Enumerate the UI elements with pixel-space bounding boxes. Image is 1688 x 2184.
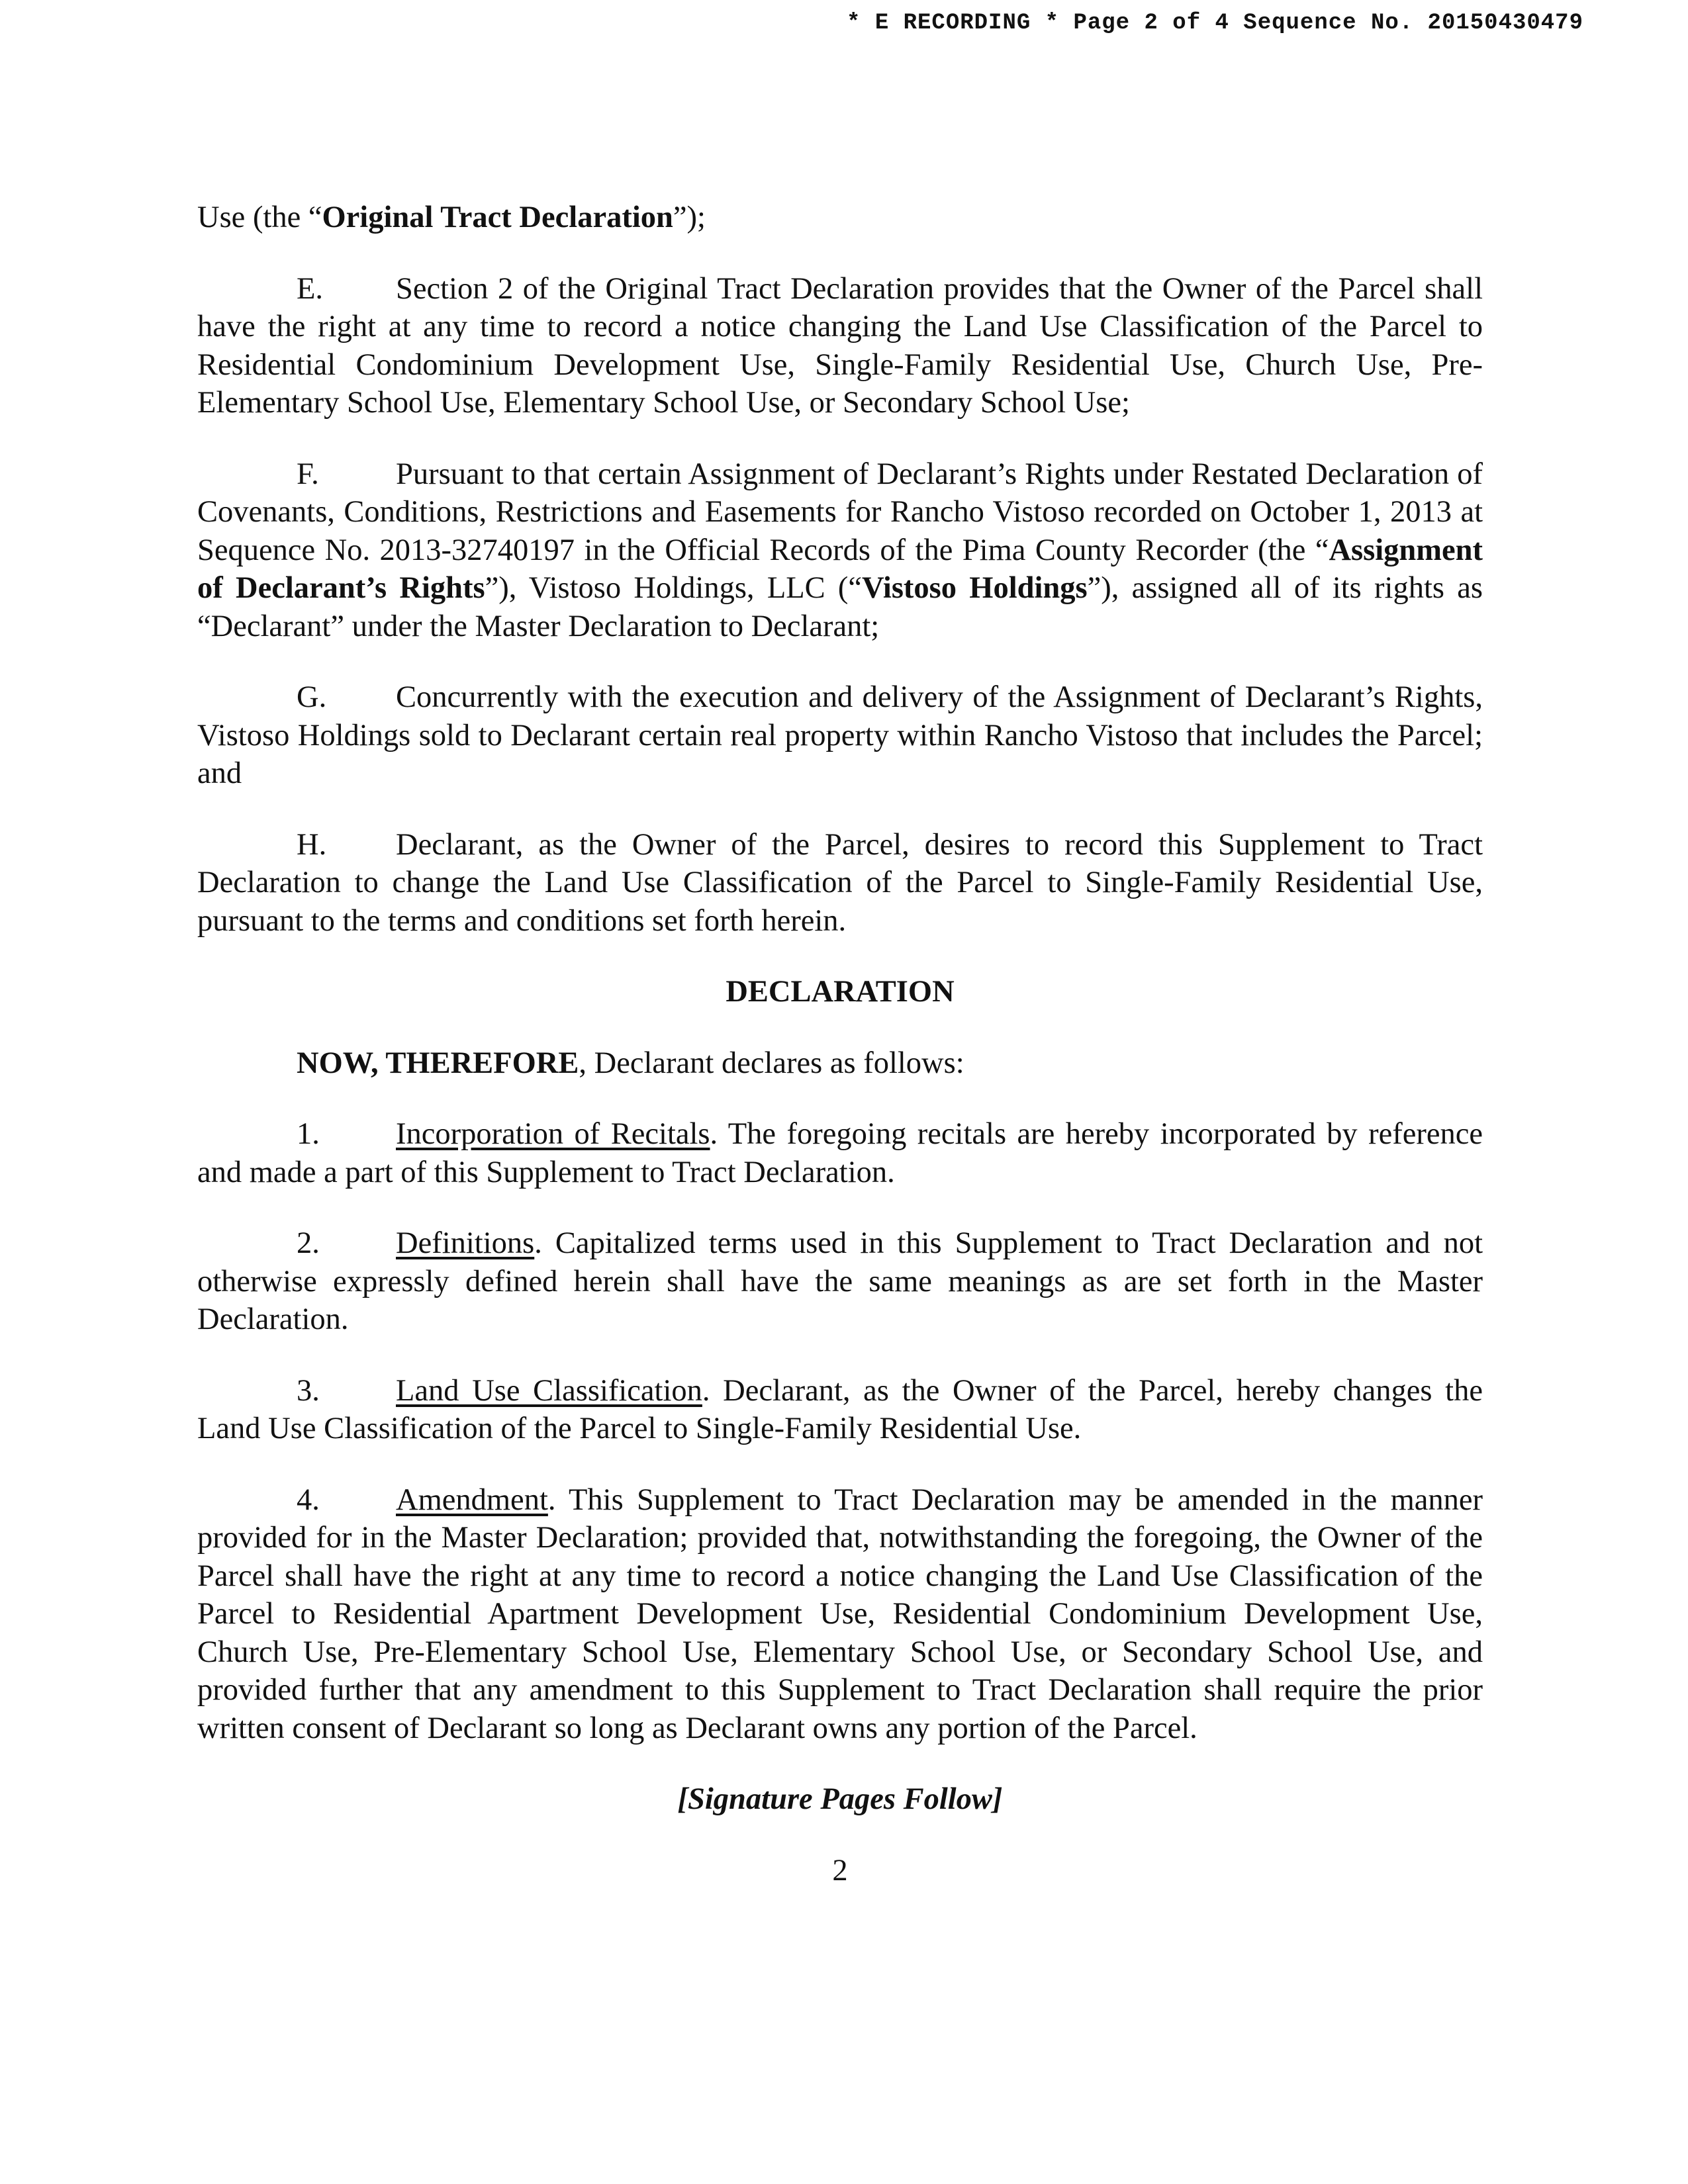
recital-f-text-2: ”), Vistoso Holdings, LLC (“ [485, 571, 863, 605]
section-4 [197, 1481, 1483, 1748]
section-1-text: . The foregoing recitals are hereby incorporated by reference and made a part of this Supplement to Tract Declaration. [197, 1117, 1483, 1189]
recital-f-number: F. [297, 457, 319, 491]
intro-paragraph [197, 199, 1483, 237]
intro-post: ”); [673, 201, 706, 234]
recital-f-text-1: Pursuant to that certain Assignment of Declarant’s Rights under Restated Declaration of Covenants, Conditions, Restrictions and Easements for Rancho Vistoso recorded on October 1, 2013 at Sequence No. 2013-32740197 in the Official Records of the Pima County Recorder (the “ [197, 457, 1483, 567]
section-2 [197, 1224, 1483, 1339]
section-4-title: Amendment [396, 1482, 548, 1517]
recital-e-number: E. [297, 271, 324, 306]
recital-f-term-1: Assignment of Declarant’s Rights [197, 533, 1483, 605]
recital-e [197, 270, 1483, 422]
now-therefore-bold: NOW, THEREFORE [297, 1046, 579, 1080]
section-3-text: . Declarant, as the Owner of the Parcel, hereby changes the Land Use Classification of the Parcel to Single-Family Residential Use. [197, 1373, 1483, 1445]
recital-g-number: G. [297, 680, 327, 714]
recital-f-term-2: Vistoso Holdings [862, 571, 1088, 605]
document-body [197, 199, 1483, 1923]
section-4-text: . This Supplement to Tract Declaration may be amended in the manner provided for in the Master Declaration; provided that, notwithstanding the foregoing, the Owner of the Parcel shall have the right at any time to record a notice changing the Land Use Classification of the Parcel to Residential Apartment Development Use, Residential Condominium Development Use, Church Use, Pre-Elementary School Use, Elementary School Use, or Secondary School Use, and provided further that any amendment to this Supplement to Tract Declaration shall require the prior written consent of Declarant so long as Declarant owns any portion of the Parcel. [197, 1482, 1483, 1745]
section-1-number: 1. [297, 1117, 320, 1151]
recital-f-text-3: ”), assigned all of its rights as “Declarant” under the Master Declaration to Declarant; [197, 571, 1483, 643]
section-2-text: . Capitalized terms used in this Supplement to Tract Declaration and not otherwise expressly defined herein shall have the same meanings as are set forth in the Master Declaration. [197, 1226, 1483, 1336]
page-number: 2 [832, 1853, 848, 1888]
section-1-title: Incorporation of Recitals [396, 1117, 710, 1151]
section-3 [197, 1372, 1483, 1448]
intro-term: Original Tract Declaration [322, 201, 673, 234]
recital-e-text: Section 2 of the Original Tract Declaration provides that the Owner of the Parcel shall have the right at any time to record a notice changing the Land Use Classification of the Parcel to Residential Condominium Development Use, Single-Family Residential Use, Church Use, Pre-Elementary School Use, Elementary School Use, or Secondary School Use; [197, 271, 1483, 420]
signature-pages-note: [Signature Pages Follow] [677, 1782, 1003, 1816]
recital-h [197, 826, 1483, 940]
intro-pre: Use (the “ [197, 201, 322, 234]
recital-g [197, 678, 1483, 793]
recording-header: * E RECORDING * Page 2 of 4 Sequence No. 20150430479 [847, 11, 1583, 36]
section-1 [197, 1115, 1483, 1191]
recital-f [197, 455, 1483, 646]
section-4-number: 4. [297, 1482, 320, 1517]
now-therefore-rest: , Declarant declares as follows: [579, 1046, 964, 1080]
section-3-number: 3. [297, 1373, 320, 1408]
section-2-title: Definitions [396, 1226, 535, 1260]
recital-h-number: H. [297, 827, 327, 862]
recital-h-text: Declarant, as the Owner of the Parcel, desires to record this Supplement to Tract Declaration to change the Land Use Classification of the Parcel to Single-Family Residential Use, pursuant to the terms and conditions set forth herein. [197, 827, 1483, 938]
section-3-title: Land Use Classification [396, 1373, 702, 1408]
recital-g-text: Concurrently with the execution and delivery of the Assignment of Declarant’s Rights, Vistoso Holdings sold to Declarant certain real property within Rancho Vistoso that includes the Parcel; and [197, 680, 1483, 790]
now-therefore-paragraph [197, 1044, 1483, 1083]
declaration-heading: DECLARATION [726, 975, 955, 1009]
section-2-number: 2. [297, 1226, 320, 1260]
